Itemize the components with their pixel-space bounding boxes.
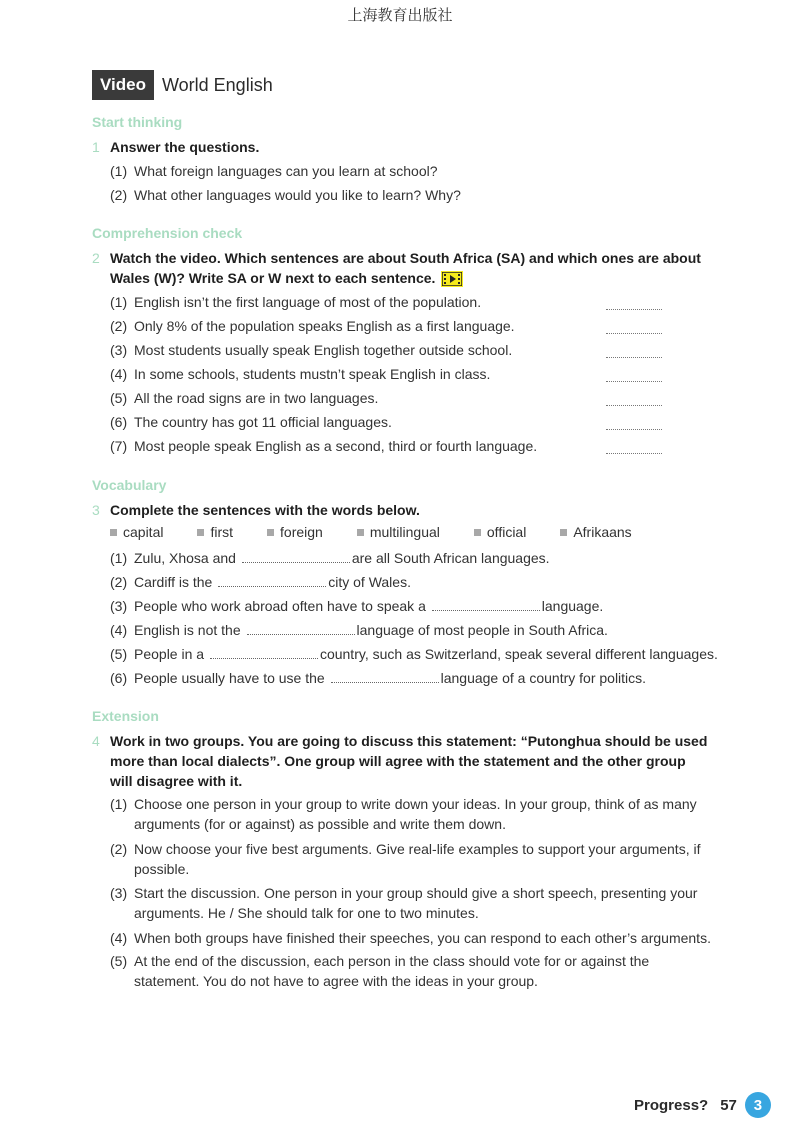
bullet-square-icon [197,529,204,536]
task-instruction-line2: more than local dialects”. One group will agree with the statement and the other group [110,753,686,769]
list-item [110,839,740,879]
task-instruction: Complete the sentences with the words below. [110,502,420,518]
item-index: (4) [110,930,128,946]
bullet-square-icon [357,529,364,536]
item-index: (3) [110,342,128,358]
item-text: English is not the [134,622,241,638]
bullet-square-icon [110,529,117,536]
item-index: (5) [110,953,128,969]
task-instruction-line3: will disagree with it. [110,773,243,789]
item-index: (4) [110,366,128,382]
task-3 [92,500,732,520]
list-item [110,572,730,592]
item-index: (5) [110,646,128,662]
item-text: arguments. He / She should talk for one to two minutes. [134,905,479,921]
list-item [110,161,730,181]
item-index: (1) [110,796,128,812]
item-text: When both groups have finished their speeches, you can respond to each other’s arguments. [134,930,711,946]
item-text: language. [541,598,604,614]
item-text: Start the discussion. One person in your group should give a short speech, presenting your [134,885,698,901]
task-number: 3 [92,502,100,518]
answer-field[interactable] [606,333,662,334]
list-item [110,644,730,664]
fill-blank[interactable] [432,598,540,611]
fill-blank[interactable] [247,622,355,635]
item-index: (4) [110,622,128,638]
answer-field[interactable] [606,309,662,310]
item-text: city of Wales. [328,574,411,590]
item-text: What foreign languages can you learn at school? [134,163,438,179]
item-index: (6) [110,414,128,430]
answer-field[interactable] [606,453,662,454]
item-index: (3) [110,598,128,614]
word-bank-item: multilingual [357,524,440,540]
item-index: (6) [110,670,128,686]
progress-label: Progress? [634,1096,709,1114]
heading-comprehension-check: Comprehension check [92,225,243,241]
fill-blank[interactable] [242,550,350,563]
unit-badge: 3 [745,1092,771,1118]
item-text: are all South African languages. [351,550,550,566]
list-item [110,185,730,205]
word-bank [110,524,666,540]
item-index: (2) [110,318,128,334]
item-text: Most people speak English as a second, third or fourth language. [134,438,538,454]
item-index: (5) [110,390,128,406]
list-item [110,596,730,616]
list-item [110,928,740,948]
page-footer [634,1092,771,1118]
item-text: People in a [134,646,205,662]
answer-field[interactable] [606,381,662,382]
word-bank-item: first [197,524,233,540]
item-text: What other languages would you like to learn? Why? [134,187,461,203]
heading-extension: Extension [92,708,159,724]
item-text: Choose one person in your group to write down your ideas. In your group, think of as many [134,796,697,812]
item-text: People usually have to use the [134,670,325,686]
publisher-header: 上海教育出版社 [347,6,453,24]
item-text: arguments (for or against) as possible and write them down. [134,816,506,832]
bullet-square-icon [560,529,567,536]
item-index: (2) [110,841,128,857]
task-instruction-line1: Watch the video. Which sentences are about South Africa (SA) and which ones are about [110,250,701,266]
item-text: Now choose your five best arguments. Give real-life examples to support your arguments, if [134,841,701,857]
list-item [110,794,740,834]
task-number: 2 [92,250,100,266]
answer-field[interactable] [606,429,662,430]
task-instruction: Answer the questions. [110,139,260,155]
list-item [110,883,740,923]
page-number: 57 [720,1096,737,1114]
video-tag: Video [92,70,154,100]
answer-field[interactable] [606,405,662,406]
item-text: All the road signs are in two languages. [134,390,379,406]
item-text: People who work abroad often have to speak a [134,598,426,614]
item-index: (2) [110,187,128,203]
word-bank-item: Afrikaans [560,524,631,540]
item-index: (7) [110,438,128,454]
item-text: Cardiff is the [134,574,213,590]
fill-blank[interactable] [331,670,439,683]
video-film-icon[interactable] [441,271,463,287]
item-index: (1) [110,294,128,310]
item-index: (1) [110,550,128,566]
task-2 [92,248,742,288]
title-text: World English [161,74,273,95]
bullet-square-icon [267,529,274,536]
bullet-square-icon [474,529,481,536]
item-index: (1) [110,163,128,179]
answer-field[interactable] [606,357,662,358]
page-title [92,70,273,100]
fill-blank[interactable] [210,646,318,659]
heading-vocabulary: Vocabulary [92,477,167,493]
list-item [110,548,730,568]
list-item [110,620,730,640]
task-instruction-line1: Work in two groups. You are going to discuss this statement: “Putonghua should be used [110,733,708,749]
task-1 [92,137,732,157]
word-bank-item: foreign [267,524,323,540]
item-text: language of most people in South Africa. [356,622,608,638]
task-number: 4 [92,733,100,749]
item-index: (3) [110,885,128,901]
item-index: (2) [110,574,128,590]
item-text: At the end of the discussion, each person in the class should vote for or against the [134,953,650,969]
item-text: language of a country for politics. [440,670,647,686]
item-text: country, such as Switzerland, speak several different languages. [319,646,718,662]
task-4 [92,731,742,791]
task-number: 1 [92,139,100,155]
item-text: possible. [134,861,190,877]
heading-start-thinking: Start thinking [92,114,183,130]
task-instruction-line2: Wales (W)? Write SA or W next to each sentence. [110,270,436,286]
item-text: Zulu, Xhosa and [134,550,236,566]
word-bank-item: official [474,524,526,540]
item-text: statement. You do not have to agree with the ideas in your group. [134,973,538,989]
item-text: The country has got 11 official languages. [134,414,392,430]
list-item [110,668,730,688]
item-text: Only 8% of the population speaks English as a first language. [134,318,515,334]
item-text: In some schools, students mustn’t speak English in class. [134,366,491,382]
word-bank-item: capital [110,524,163,540]
list-item [110,951,740,991]
fill-blank[interactable] [218,574,326,587]
item-text: Most students usually speak English together outside school. [134,342,513,358]
item-text: English isn’t the first language of most of the population. [134,294,482,310]
